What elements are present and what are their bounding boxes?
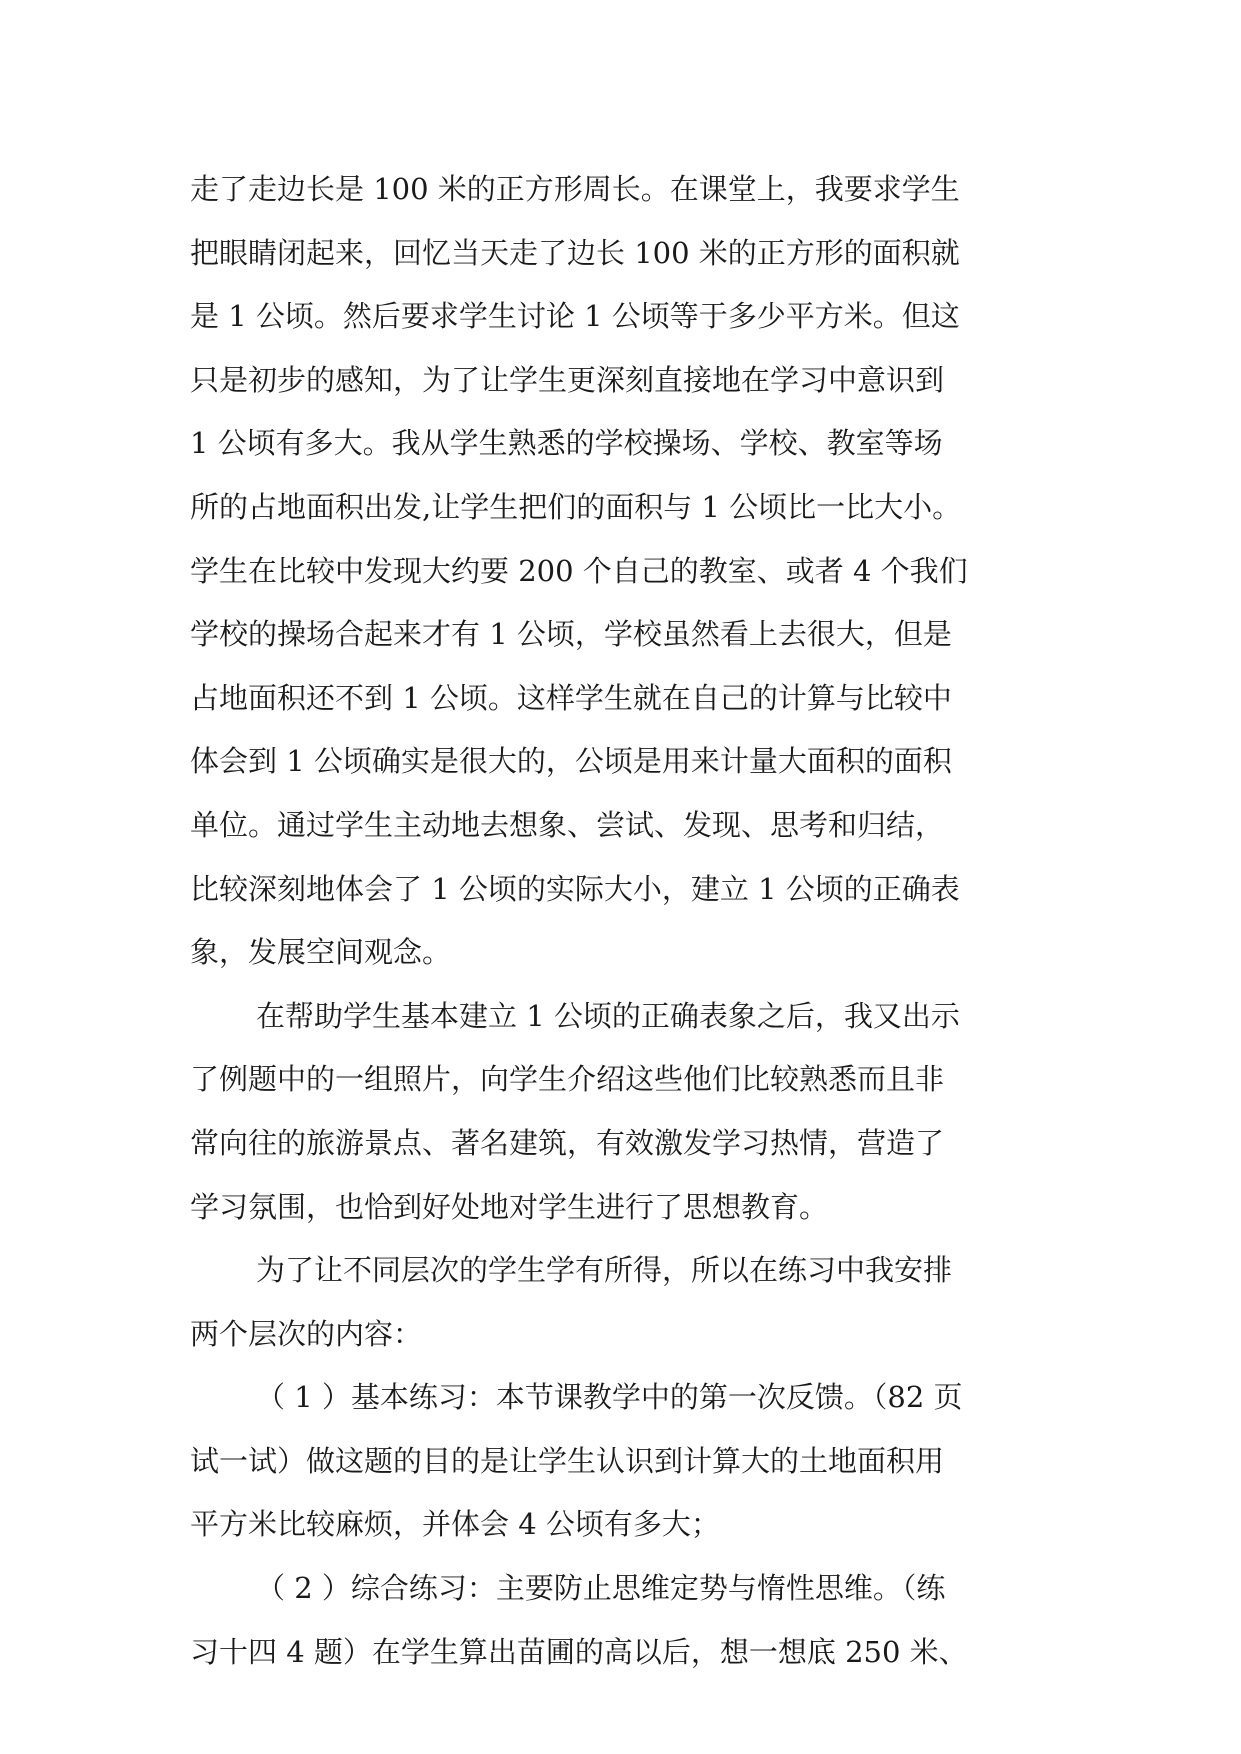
text-line: 学生在比较中发现大约要 200 个自己的教室、或者 4 个我们 (190, 553, 968, 588)
text-line: 所的占地面积出发,让学生把们的面积与 1 公顷比一比大小。 (190, 489, 962, 524)
text-line: 平方米比较麻烦，并体会 4 公顷有多大； (190, 1507, 720, 1542)
text-line: 占地面积还不到 1 公顷。这样学生就在自己的计算与比较中 (190, 680, 952, 715)
text-line: 习十四 4 题）在学生算出苗圃的高以后，想一想底 250 米、 (190, 1634, 968, 1669)
text-line: 比较深刻地体会了 1 公顷的实际大小，建立 1 公顷的正确表 (190, 871, 960, 906)
list-item-first-line: （ 1 ）基本练习：本节课教学中的第一次反馈。（82 页 (256, 1380, 963, 1415)
text-line: 是 1 公顷。然后要求学生讨论 1 公顷等于多少平方米。但这 (190, 299, 960, 334)
text-line: 把眼睛闭起来，回忆当天走了边长 100 米的正方形的面积就 (190, 235, 960, 270)
paragraph-first-line: 在帮助学生基本建立 1 公顷的正确表象之后，我又出示 (256, 998, 960, 1033)
text-line: 单位。通过学生主动地去想象、尝试、发现、思考和归结， (190, 807, 945, 842)
text-line: 学校的操场合起来才有 1 公顷，学校虽然看上去很大，但是 (190, 617, 952, 652)
text-line: 体会到 1 公顷确实是很大的，公顷是用来计量大面积的面积 (190, 744, 952, 779)
document-body (190, 158, 1070, 1684)
text-line: 象，发展空间观念。 (190, 935, 452, 970)
text-line: 常向往的旅游景点、著名建筑，有效激发学习热情，营造了 (190, 1125, 945, 1160)
text-line: 了例题中的一组照片，向学生介绍这些他们比较熟悉而且非 (190, 1062, 945, 1097)
text-line: 两个层次的内容： (190, 1316, 423, 1351)
text-line: 1 公顷有多大。我从学生熟悉的学校操场、学校、教室等场 (190, 426, 943, 461)
paragraph-first-line: 为了让不同层次的学生学有所得，所以在练习中我安排 (256, 1253, 953, 1288)
text-line: 试一试）做这题的目的是让学生认识到计算大的土地面积用 (190, 1443, 945, 1478)
text-line: 走了走边长是 100 米的正方形周长。在课堂上，我要求学生 (190, 172, 960, 206)
text-line: 学习氛围，也恰到好处地对学生进行了思想教育。 (190, 1189, 829, 1224)
list-item-first-line: （ 2 ）综合练习：主要防止思维定势与惰性思维。（练 (256, 1571, 946, 1606)
text-line: 只是初步的感知，为了让学生更深刻直接地在学习中意识到 (190, 362, 945, 397)
